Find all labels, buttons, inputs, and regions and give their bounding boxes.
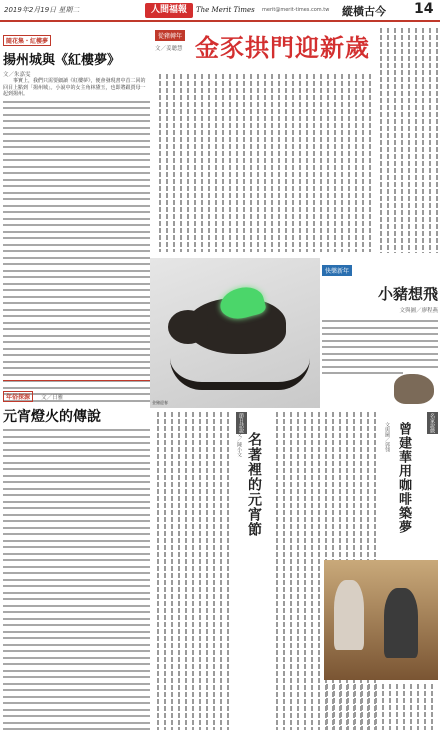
- lower-right-title: 曾建華用咖啡築夢: [396, 422, 411, 534]
- pig-sculpture-thumbnail: [394, 374, 434, 404]
- lower-left-byline: 文／陳小文: [236, 432, 242, 457]
- lower-right-byline: 文與圖／郭翎: [384, 422, 390, 452]
- newspaper-logo: 人間福報: [145, 3, 193, 18]
- contact-email: merit@merit-times.com.tw: [262, 7, 330, 13]
- article-yangzhou: [3, 28, 150, 406]
- headline-byline: 文／姜聰慧: [155, 46, 183, 52]
- person-figure: [384, 588, 418, 658]
- lower-right-body: [324, 684, 438, 730]
- rocker-base: [170, 358, 310, 390]
- page-headline: 金豕拱門迎新歲: [195, 33, 370, 62]
- headline-tag: 從豬轉年: [155, 30, 185, 41]
- lower-left-title-block: [236, 412, 270, 572]
- person-figure: [334, 580, 364, 650]
- headline-article-body: [155, 74, 375, 252]
- article-body: [3, 429, 150, 735]
- photo-caption: 金豬迎春: [152, 400, 168, 405]
- article-title: 揚州城與《紅樓夢》: [3, 53, 121, 68]
- article-byline: 文／朱嘉雯: [3, 72, 31, 78]
- lower-right-title-block: [384, 412, 438, 572]
- section-title: 縱橫古今: [342, 5, 386, 18]
- lower-left-title: 名著裡的元宵節: [246, 432, 262, 537]
- lower-left-tag: 節日話說: [236, 412, 247, 434]
- masthead: [0, 0, 440, 22]
- feature-title: 小豬想飛: [377, 285, 438, 303]
- people-photo: [324, 560, 438, 680]
- feature-byline: 文與圖／廖程燕: [399, 308, 438, 314]
- page-number: 14: [414, 1, 434, 17]
- feature-tag: 快樂新年: [322, 265, 352, 276]
- article-title: 元宵燈火的傳說: [3, 409, 101, 425]
- golden-pig-photo: [150, 258, 320, 408]
- article-tag: 隨花集・紅樓夢: [3, 35, 51, 46]
- issue-date: 2019年2月19日 星期二: [4, 6, 80, 14]
- right-article-body: [378, 28, 438, 253]
- lower-right-tag: 名家說戲: [427, 412, 438, 434]
- feature-body: [322, 320, 438, 374]
- pig-head: [168, 310, 208, 344]
- article-body: [3, 101, 150, 402]
- lower-left-body: [155, 412, 233, 730]
- feature-little-pig: [322, 258, 438, 408]
- headline-block: [155, 28, 375, 70]
- newspaper-english-name: The Merit Times: [196, 6, 255, 14]
- section-divider: [3, 380, 150, 381]
- article-tag: 年俗探源: [3, 391, 33, 402]
- article-lantern: [3, 384, 150, 735]
- article-byline: 文／日雅: [41, 395, 64, 401]
- article-lead: 事實上，我們只需要細讀《紅樓夢》，便會發現書中首二回的回目上點到「揚州城」。小說中的女主角林黛玉，也即將跟賈母一起到揚州。: [3, 78, 146, 97]
